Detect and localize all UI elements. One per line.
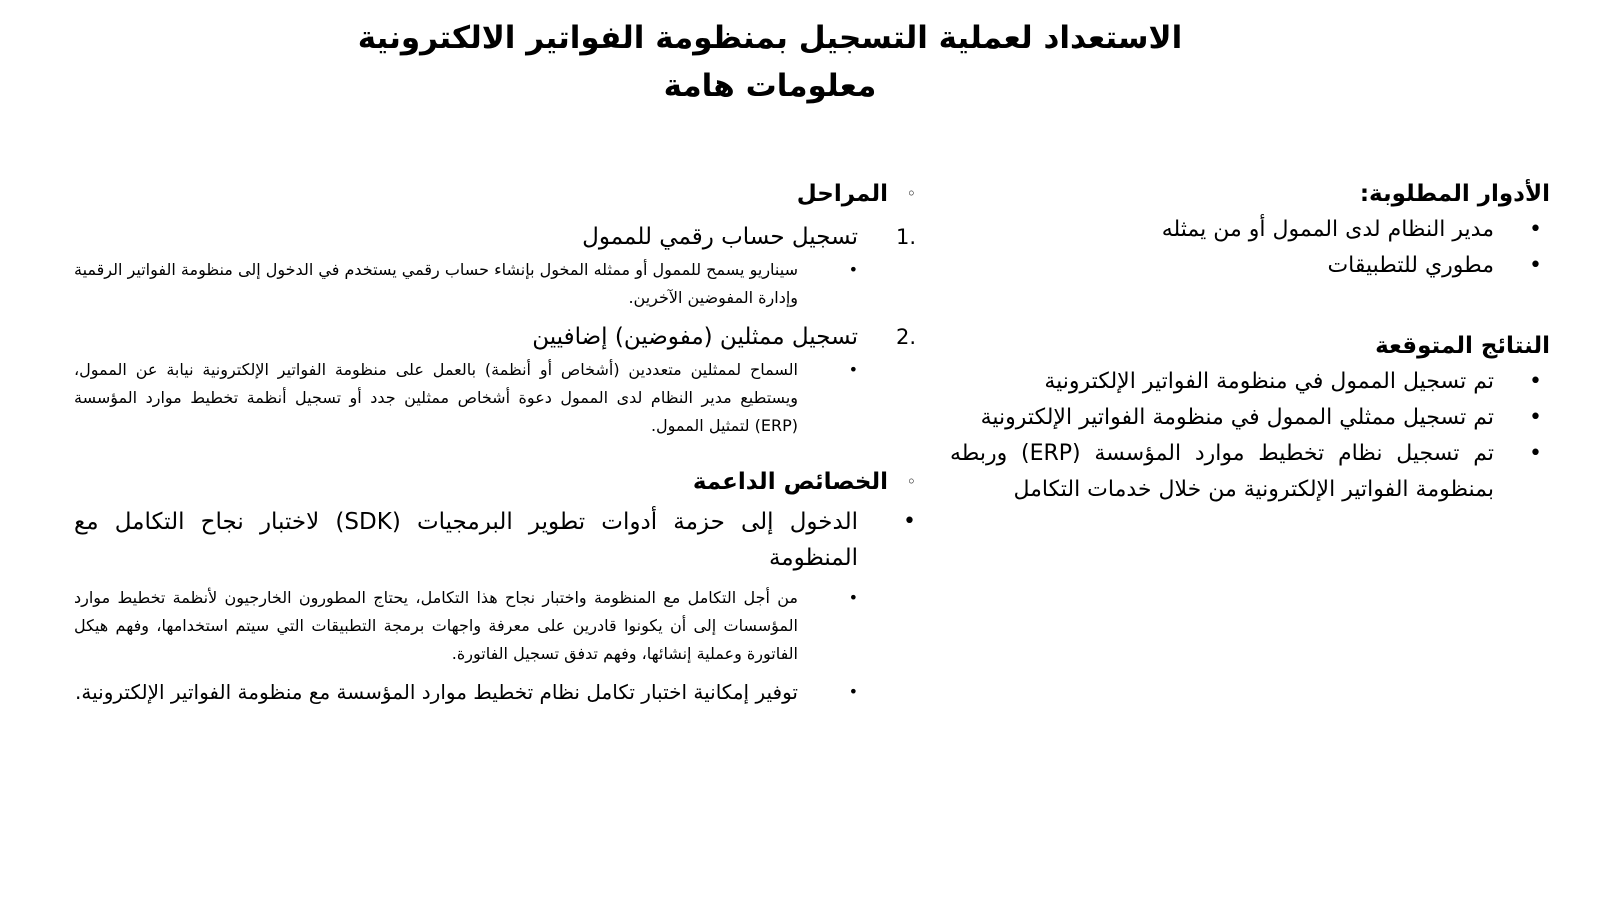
feature-sub-text: توفير إمكانية اختبار تكامل نظام تخطيط موارد المؤسسة مع منظومة الفواتير الإلكترونية. [75,680,798,704]
list-item [950,400,1550,436]
results-heading: النتائج المتوقعة [1375,333,1550,359]
small-bullet-icon: ◦ [906,184,916,203]
bullet-icon: • [1529,441,1542,466]
step-number: 2. [895,325,916,349]
step-title: تسجيل ممثلين (مفوضين) إضافيين [532,324,858,350]
role-text: مطوري للتطبيقات [1327,253,1494,278]
bullet-icon: • [848,260,858,279]
bullet-icon: • [1529,405,1542,430]
bullet-icon: • [903,509,916,534]
small-bullet-icon: ◦ [906,472,916,491]
page-title: الاستعداد لعملية التسجيل بمنظومة الفواتير الالكترونية [357,20,1183,56]
bullet-icon: • [848,360,858,379]
features-heading: الخصائص الداعمة [692,469,888,495]
feature-main [74,504,916,576]
spacer [950,284,1550,328]
right-column [950,176,1550,508]
result-text: تم تسجيل نظام تخطيط موارد المؤسسة (ERP) وربطه بمنظومة الفواتير الإلكترونية من خلال خدمات التكامل [950,441,1494,502]
features-section-head [74,464,916,500]
step-detail [74,356,916,440]
results-list [950,364,1550,508]
list-item [950,364,1550,400]
result-text: تم تسجيل ممثلي الممول في منظومة الفواتير الإلكترونية [980,405,1494,430]
roles-heading: الأدوار المطلوبة: [1359,181,1550,207]
step-detail-text: السماح لممثلين متعددين (أشخاص أو أنظمة) بالعمل على منظومة الفواتير الإلكترونية نيابة عن الممول، ويستطيع مدير النظام لدى الممول دعوة أشخاص ممثلين جدد أو تسجيل أنظمة تخطيط موارد المؤسسة (ERP) لتمثيل الممول. [74,360,798,435]
list-item [950,436,1550,508]
step-detail [74,256,916,312]
step-number: 1. [895,225,916,249]
stages-section-head [74,176,916,212]
page-subtitle: معلومات هامة [663,68,877,104]
bullet-icon: • [1529,253,1542,278]
feature-main-text: الدخول إلى حزمة أدوات تطوير البرمجيات (SDK) لاختبار نجاح التكامل مع المنظومة [74,509,858,571]
left-column [74,176,916,708]
stage-step [74,318,916,356]
list-item [950,248,1550,284]
stages-heading: المراحل [796,181,888,207]
feature-sub [74,584,916,668]
step-detail-text: سيناريو يسمح للممول أو ممثله المخول بإنشاء حساب رقمي يستخدم في الدخول إلى منظومة الفواتير الرقمية وإدارة المفوضين الآخرين. [74,260,798,307]
stage-step [74,218,916,256]
result-text: تم تسجيل الممول في منظومة الفواتير الإلكترونية [1044,369,1494,394]
bullet-icon: • [1529,369,1542,394]
bullet-icon: • [848,588,858,607]
bullet-icon: • [1529,217,1542,242]
title-block [0,14,1540,110]
list-item [950,212,1550,248]
feature-sub-text: من أجل التكامل مع المنظومة واختبار نجاح هذا التكامل، يحتاج المطورون الخارجيون لأنظمة تخطيط موارد المؤسسات إلى أن يكونوا قادرين على معرفة واجهات برمجة التطبيقات التي سيتم استخدامها، وفهم هيكل الفاتورة وعملية إنشائها، وفهم تدفق تسجيل الفاتورة. [74,588,798,663]
role-text: مدير النظام لدى الممول أو من يمثله [1161,217,1494,242]
bullet-icon: • [848,682,858,701]
step-title: تسجيل حساب رقمي للممول [582,224,858,250]
roles-list [950,212,1550,284]
spacer [74,440,916,464]
feature-sub [74,676,916,708]
